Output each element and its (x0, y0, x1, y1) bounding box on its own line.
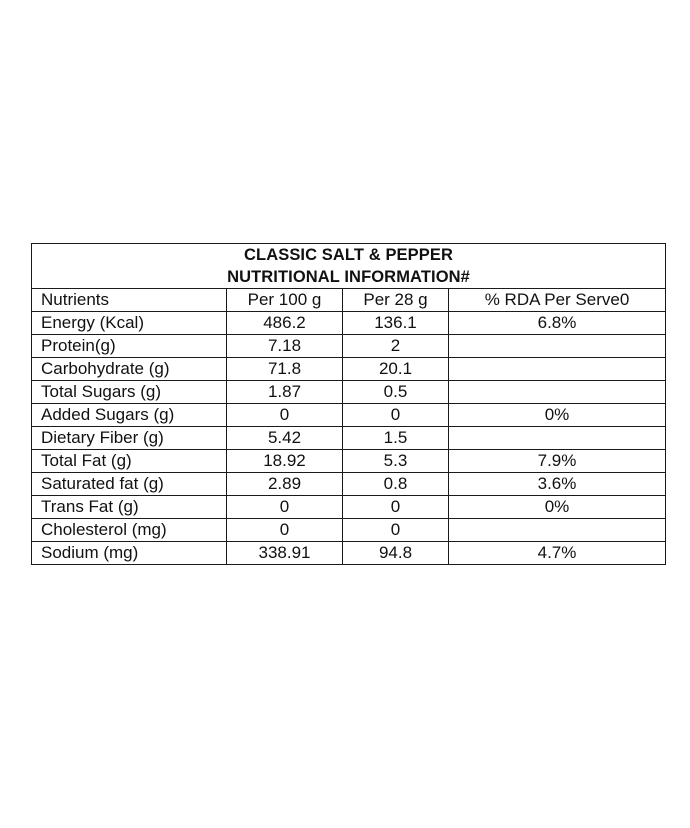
title-row (32, 244, 666, 267)
per-100g-value: 1.87 (227, 381, 343, 404)
per-100g-value: 71.8 (227, 358, 343, 381)
rda-value (449, 335, 666, 358)
rda-value (449, 519, 666, 542)
per-100g-value: 0 (227, 404, 343, 427)
per-100g-value: 338.91 (227, 542, 343, 565)
per-100g-value: 0 (227, 519, 343, 542)
nutrient-name: Cholesterol (mg) (32, 519, 227, 542)
per-28g-value: 0.5 (343, 381, 449, 404)
per-28g-value: 0 (343, 519, 449, 542)
per-100g-value: 7.18 (227, 335, 343, 358)
nutrient-name: Trans Fat (g) (32, 496, 227, 519)
rda-value: 0% (449, 496, 666, 519)
header-row (32, 289, 666, 312)
table-row (32, 381, 666, 404)
rda-value: 3.6% (449, 473, 666, 496)
table-row (32, 473, 666, 496)
table-row (32, 519, 666, 542)
nutrient-name: Energy (Kcal) (32, 312, 227, 335)
nutrient-name: Total Fat (g) (32, 450, 227, 473)
per-28g-value: 0.8 (343, 473, 449, 496)
nutrient-name: Protein(g) (32, 335, 227, 358)
rda-value (449, 358, 666, 381)
table-row (32, 427, 666, 450)
per-28g-value: 0 (343, 404, 449, 427)
table-row (32, 312, 666, 335)
rda-value: 0% (449, 404, 666, 427)
per-28g-value: 1.5 (343, 427, 449, 450)
per-100g-value: 2.89 (227, 473, 343, 496)
rda-value: 6.8% (449, 312, 666, 335)
table-subtitle: NUTRITIONAL INFORMATION# (32, 266, 666, 289)
per-28g-value: 136.1 (343, 312, 449, 335)
nutrient-name: Sodium (mg) (32, 542, 227, 565)
per-100g-value: 0 (227, 496, 343, 519)
rda-value (449, 427, 666, 450)
nutrient-name: Total Sugars (g) (32, 381, 227, 404)
rda-value (449, 381, 666, 404)
column-header-nutrients: Nutrients (32, 289, 227, 312)
per-100g-value: 486.2 (227, 312, 343, 335)
table-row (32, 358, 666, 381)
per-28g-value: 2 (343, 335, 449, 358)
table-row (32, 335, 666, 358)
table-row (32, 496, 666, 519)
per-100g-value: 18.92 (227, 450, 343, 473)
nutrient-name: Added Sugars (g) (32, 404, 227, 427)
nutrition-table (31, 243, 666, 565)
table-row (32, 450, 666, 473)
per-28g-value: 20.1 (343, 358, 449, 381)
column-header-per-100g: Per 100 g (227, 289, 343, 312)
table-row (32, 542, 666, 565)
per-28g-value: 94.8 (343, 542, 449, 565)
per-28g-value: 5.3 (343, 450, 449, 473)
nutrient-name: Dietary Fiber (g) (32, 427, 227, 450)
subtitle-row (32, 266, 666, 289)
nutrition-facts-panel (31, 243, 665, 565)
per-28g-value: 0 (343, 496, 449, 519)
product-title: CLASSIC SALT & PEPPER (32, 244, 666, 267)
table-row (32, 404, 666, 427)
per-100g-value: 5.42 (227, 427, 343, 450)
column-header-per-28g: Per 28 g (343, 289, 449, 312)
rda-value: 4.7% (449, 542, 666, 565)
nutrient-name: Saturated fat (g) (32, 473, 227, 496)
column-header-rda: % RDA Per Serve0 (449, 289, 666, 312)
nutrient-name: Carbohydrate (g) (32, 358, 227, 381)
rda-value: 7.9% (449, 450, 666, 473)
